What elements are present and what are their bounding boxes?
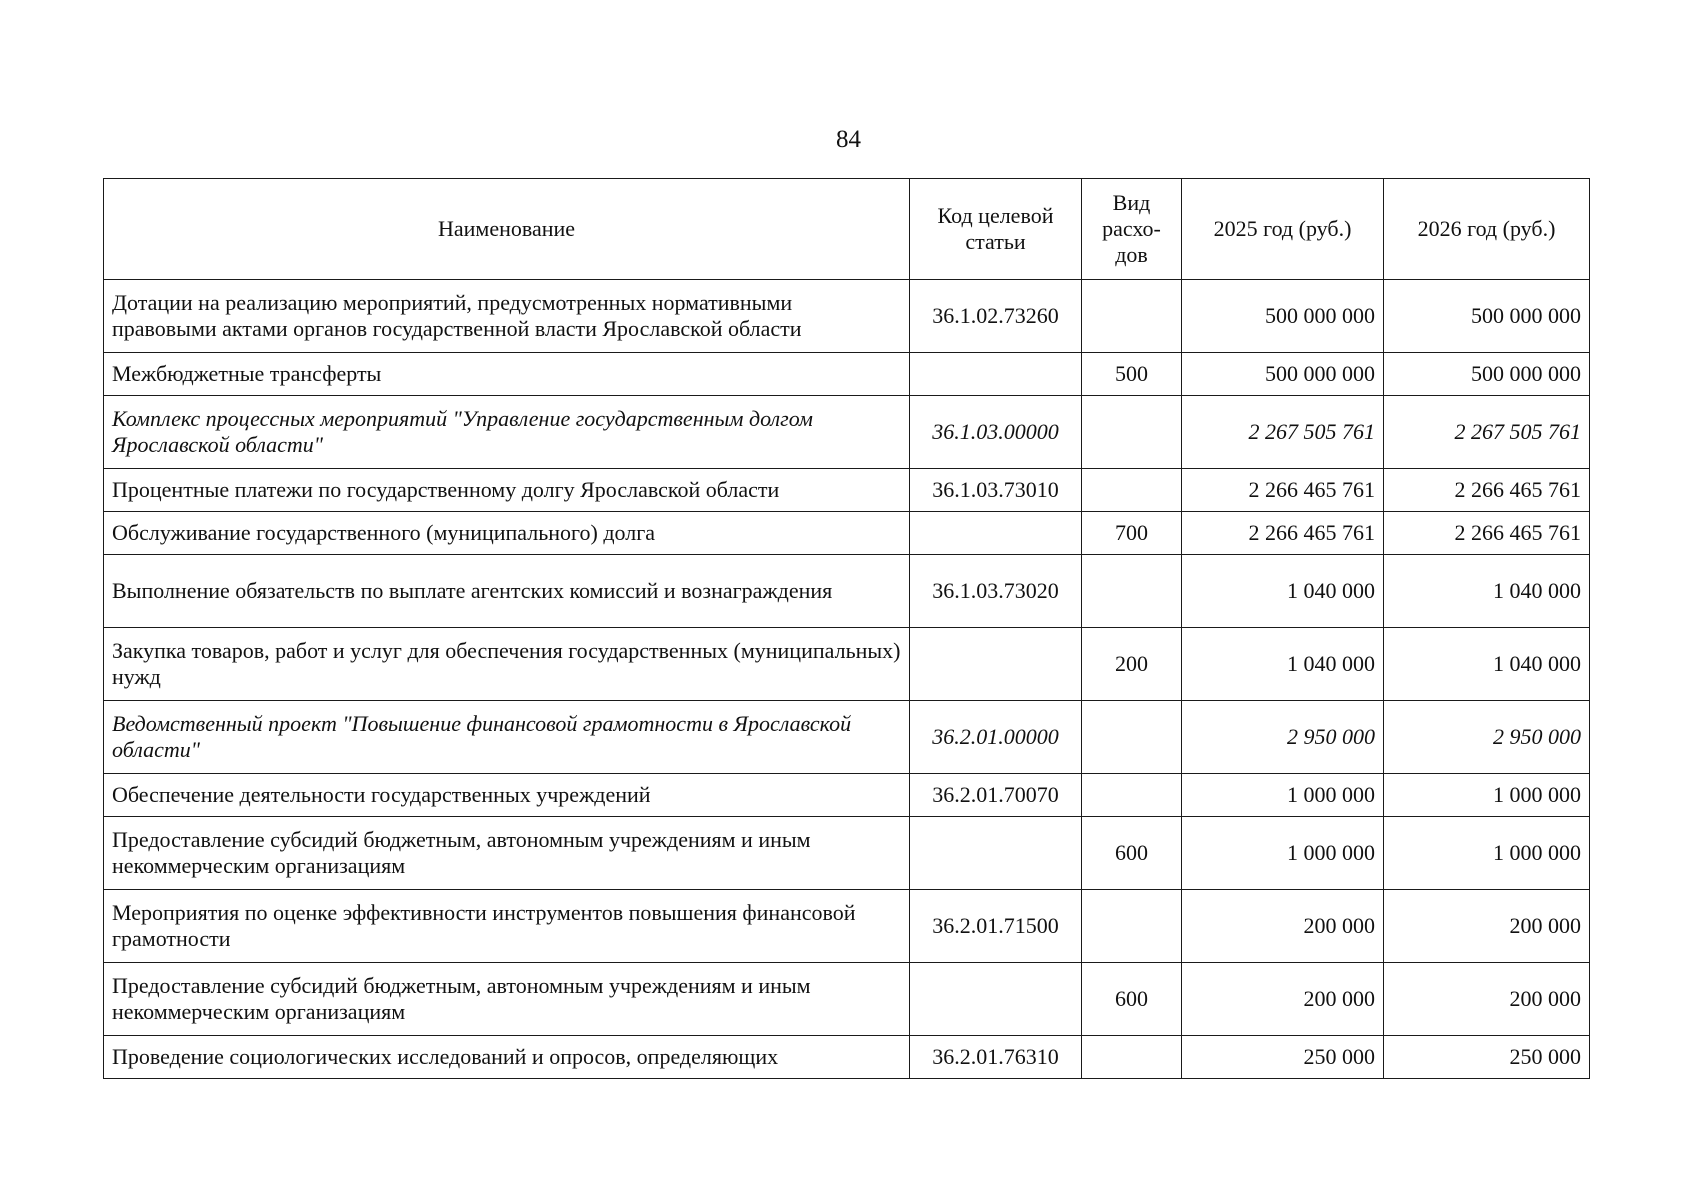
row-name: Предоставление субсидий бюджетным, автономным учреждениям и иным некоммерческим организациям xyxy=(104,963,910,1036)
header-code: Код целевой статьи xyxy=(910,179,1082,280)
row-amount-2025: 1 000 000 xyxy=(1182,817,1384,890)
row-amount-2025: 500 000 000 xyxy=(1182,353,1384,396)
row-amount-2026: 2 267 505 761 xyxy=(1384,396,1590,469)
row-kind: 200 xyxy=(1082,628,1182,701)
row-amount-2025: 2 266 465 761 xyxy=(1182,469,1384,512)
table-row xyxy=(104,774,1590,817)
row-amount-2025: 200 000 xyxy=(1182,890,1384,963)
row-amount-2025: 2 267 505 761 xyxy=(1182,396,1384,469)
table-row xyxy=(104,1036,1590,1079)
row-code: 36.1.03.00000 xyxy=(910,396,1082,469)
row-amount-2026: 200 000 xyxy=(1384,963,1590,1036)
table-row xyxy=(104,396,1590,469)
row-code: 36.2.01.71500 xyxy=(910,890,1082,963)
row-name: Обеспечение деятельности государственных учреждений xyxy=(104,774,910,817)
row-kind xyxy=(1082,555,1182,628)
header-year-2025: 2025 год (руб.) xyxy=(1182,179,1384,280)
row-code: 36.1.02.73260 xyxy=(910,280,1082,353)
row-kind: 600 xyxy=(1082,817,1182,890)
row-amount-2025: 500 000 000 xyxy=(1182,280,1384,353)
row-code: 36.2.01.76310 xyxy=(910,1036,1082,1079)
row-code xyxy=(910,512,1082,555)
header-name: Наименование xyxy=(104,179,910,280)
table-row xyxy=(104,701,1590,774)
row-kind xyxy=(1082,280,1182,353)
row-kind: 600 xyxy=(1082,963,1182,1036)
row-amount-2026: 2 950 000 xyxy=(1384,701,1590,774)
table-row xyxy=(104,817,1590,890)
table-row xyxy=(104,963,1590,1036)
header-year-2026: 2026 год (руб.) xyxy=(1384,179,1590,280)
row-name: Предоставление субсидий бюджетным, автономным учреждениям и иным некоммерческим организациям xyxy=(104,817,910,890)
row-amount-2026: 1 000 000 xyxy=(1384,774,1590,817)
row-kind xyxy=(1082,396,1182,469)
row-code xyxy=(910,817,1082,890)
row-name: Выполнение обязательств по выплате агентских комиссий и вознаграждения xyxy=(104,555,910,628)
row-amount-2026: 1 040 000 xyxy=(1384,555,1590,628)
row-name: Комплекс процессных мероприятий "Управление государственным долгом Ярославской области" xyxy=(104,396,910,469)
row-name: Дотации на реализацию мероприятий, предусмотренных нормативными правовыми актами органов государственной власти Ярославской области xyxy=(104,280,910,353)
table-row xyxy=(104,353,1590,396)
table-row xyxy=(104,512,1590,555)
row-amount-2025: 200 000 xyxy=(1182,963,1384,1036)
table-row xyxy=(104,469,1590,512)
row-code xyxy=(910,628,1082,701)
row-kind xyxy=(1082,774,1182,817)
row-code xyxy=(910,353,1082,396)
page-number: 84 xyxy=(836,126,861,153)
row-amount-2026: 2 266 465 761 xyxy=(1384,512,1590,555)
row-name: Ведомственный проект "Повышение финансовой грамотности в Ярославской области" xyxy=(104,701,910,774)
budget-table xyxy=(103,178,1590,1079)
row-kind: 700 xyxy=(1082,512,1182,555)
row-kind xyxy=(1082,469,1182,512)
row-name: Мероприятия по оценке эффективности инструментов повышения финансовой грамотности xyxy=(104,890,910,963)
row-amount-2026: 500 000 000 xyxy=(1384,280,1590,353)
row-kind xyxy=(1082,1036,1182,1079)
row-amount-2026: 1 000 000 xyxy=(1384,817,1590,890)
row-amount-2025: 2 950 000 xyxy=(1182,701,1384,774)
row-code: 36.1.03.73010 xyxy=(910,469,1082,512)
table-row xyxy=(104,890,1590,963)
row-name: Закупка товаров, работ и услуг для обеспечения государственных (муниципальных) нужд xyxy=(104,628,910,701)
row-name: Процентные платежи по государственному долгу Ярославской области xyxy=(104,469,910,512)
row-amount-2026: 1 040 000 xyxy=(1384,628,1590,701)
row-amount-2026: 250 000 xyxy=(1384,1036,1590,1079)
row-kind xyxy=(1082,890,1182,963)
row-amount-2026: 2 266 465 761 xyxy=(1384,469,1590,512)
table-row xyxy=(104,280,1590,353)
row-amount-2025: 250 000 xyxy=(1182,1036,1384,1079)
row-code xyxy=(910,963,1082,1036)
row-code: 36.2.01.70070 xyxy=(910,774,1082,817)
row-code: 36.2.01.00000 xyxy=(910,701,1082,774)
table-row xyxy=(104,628,1590,701)
row-name: Проведение социологических исследований и опросов, определяющих xyxy=(104,1036,910,1079)
row-kind: 500 xyxy=(1082,353,1182,396)
row-name: Обслуживание государственного (муниципального) долга xyxy=(104,512,910,555)
table-header-row xyxy=(104,179,1590,280)
header-kind: Вид расхо-дов xyxy=(1082,179,1182,280)
row-amount-2026: 200 000 xyxy=(1384,890,1590,963)
row-amount-2025: 1 040 000 xyxy=(1182,555,1384,628)
row-amount-2026: 500 000 000 xyxy=(1384,353,1590,396)
row-amount-2025: 1 000 000 xyxy=(1182,774,1384,817)
row-amount-2025: 2 266 465 761 xyxy=(1182,512,1384,555)
row-code: 36.1.03.73020 xyxy=(910,555,1082,628)
table-row xyxy=(104,555,1590,628)
row-kind xyxy=(1082,701,1182,774)
row-amount-2025: 1 040 000 xyxy=(1182,628,1384,701)
row-name: Межбюджетные трансферты xyxy=(104,353,910,396)
